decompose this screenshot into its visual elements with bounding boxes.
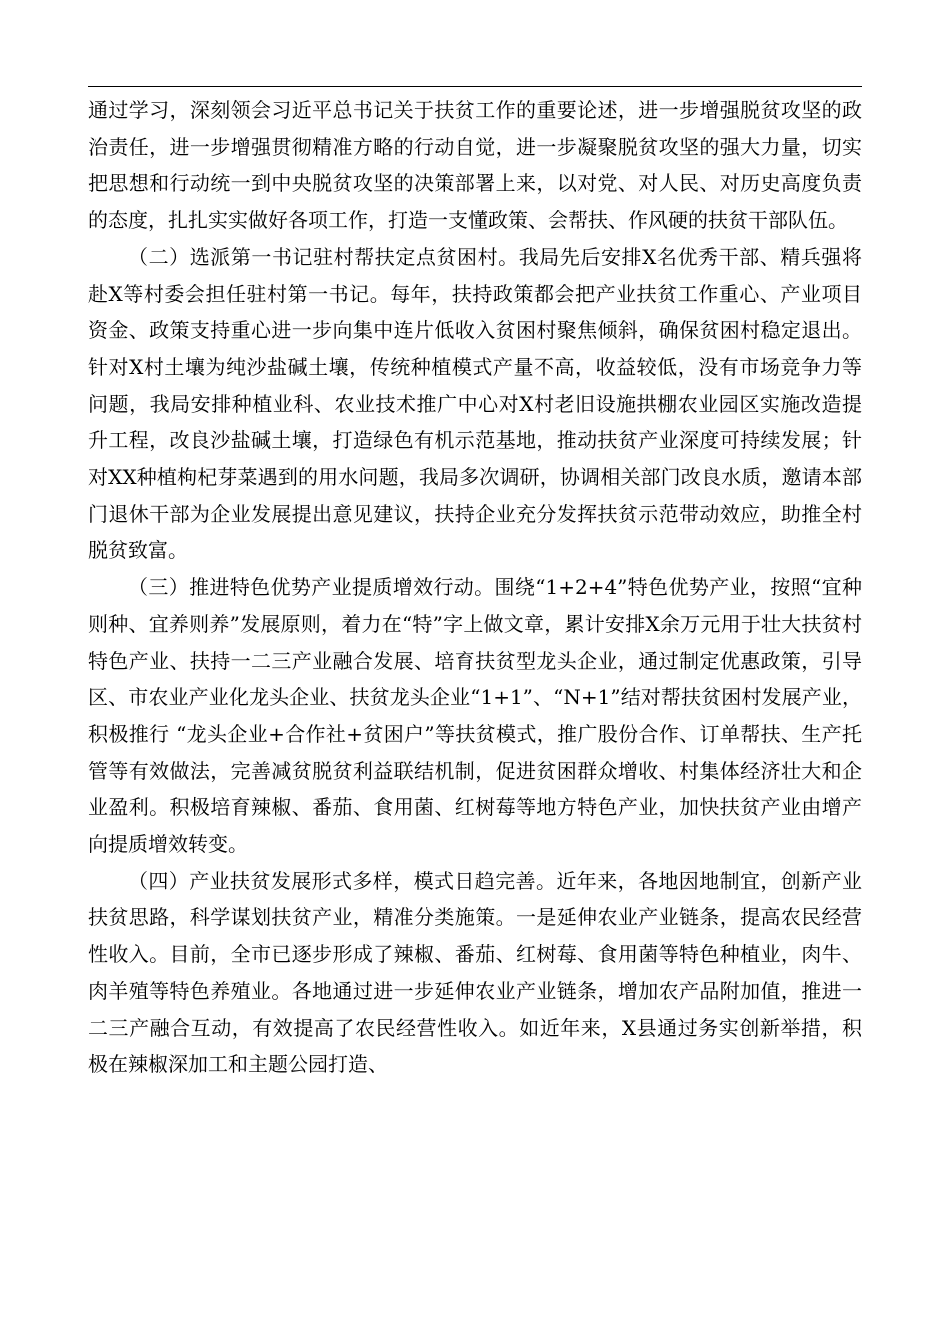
document-body: [88, 92, 862, 1083]
paragraph-continuation: 通过学习，深刻领会习近平总书记关于扶贫工作的重要论述，进一步增强脱贫攻坚的政治责任，进一步增强贯彻精准方略的行动自觉，进一步凝聚脱贫攻坚的强大力量，切实把思想和行动统一到中央脱贫攻坚的决策部署上来，以对党、对人民、对历史高度负责的态度，扎扎实实做好各项工作，打造一支懂政策、会帮扶、作风硬的扶贫干部队伍。: [88, 98, 862, 233]
paragraph-section-3: （三）推进特色优势产业提质增效行动。围绕“1+2+4”特色优势产业，按照“宜种则种、宜养则养”发展原则，着力在“特”字上做文章，累计安排X余万元用于壮大扶贫村特色产业、扶持一二三产业融合发展、培育扶贫型龙头企业，通过制定优惠政策，引导区、市农业产业化龙头企业、扶贫龙头企业“1+1”、“N+1”结对帮扶贫困村发展产业，积极推行 “龙头企业+合作社+贫困户”等扶贫模式，推广股份合作、订单帮扶、生产托管等有效做法，完善减贫脱贫利益联结机制，促进贫困群众增收、村集体经济壮大和企业盈利。积极培育辣椒、番茄、食用菌、红树莓等地方特色产业，加快扶贫产业由增产向提质增效转变。: [88, 575, 862, 857]
paragraph-section-4: （四）产业扶贫发展形式多样，模式日趋完善。近年来，各地因地制宜，创新产业扶贫思路，科学谋划扶贫产业，精准分类施策。一是延伸农业产业链条，提高农民经营性收入。目前，全市已逐步形成了辣椒、番茄、红树莓、食用菌等特色种植业，肉牛、肉羊殖等特色养殖业。各地通过进一步延伸农业产业链条，增加农产品附加值，推进一二三产融合互动，有效提高了农民经营性收入。如近年来，X县通过务实创新举措，积极在辣椒深加工和主题公园打造、: [88, 868, 862, 1077]
header-rule: [88, 86, 862, 87]
paragraph-section-2: （二）选派第一书记驻村帮扶定点贫困村。我局先后安排X名优秀干部、精兵强将赴X等村委会担任驻村第一书记。每年，扶持政策都会把产业扶贫工作重心、产业项目资金、政策支持重心进一步向集中连片低收入贫困村聚焦倾斜，确保贫困村稳定退出。针对X村土壤为纯沙盐碱土壤，传统种植模式产量不高，收益较低，没有市场竞争力等问题，我局安排种植业科、农业技术推广中心对X村老旧设施拱棚农业园区实施改造提升工程，改良沙盐碱土壤，打造绿色有机示范基地，推动扶贫产业深度可持续发展；针对XX种植枸杞芽菜遇到的用水问题，我局多次调研，协调相关部门改良水质，邀请本部门退休干部为企业发展提出意见建议，扶持企业充分发挥扶贫示范带动效应，助推全村脱贫致富。: [88, 244, 862, 563]
